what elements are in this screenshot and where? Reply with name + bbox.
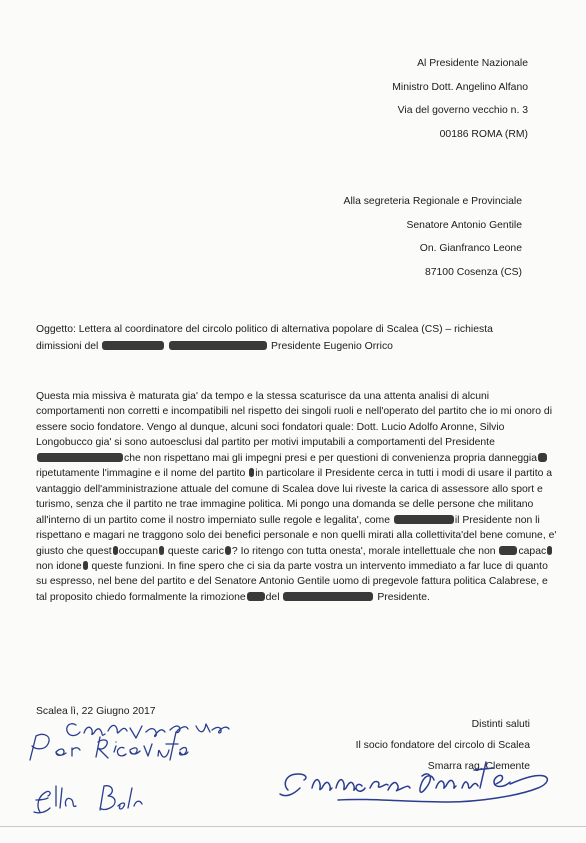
body-text: capac (518, 545, 547, 557)
recipient-line: Al Presidente Nazionale (417, 58, 528, 69)
handwritten-receipt-note (30, 732, 188, 760)
closing-greeting: Distinti saluti (471, 719, 530, 730)
subject-text: Presidente Eugenio Orrico (271, 340, 393, 352)
recipient-line: Ministro Dott. Angelino Alfano (392, 81, 528, 93)
handwritten-signature-right (280, 762, 547, 802)
body-text: che non rispettano mai gli impegni presi e per questioni di convenienza propria danneggia (124, 452, 538, 464)
body-text: il Presidente non li rispettano e magari ne traggono solo dei benefici personale e non quelli mirati alla collettivita'del bene comune, e' giusto che quest (36, 514, 557, 557)
recipient-line: 00186 ROMA (RM) (439, 128, 528, 140)
body-text: occupan (118, 545, 158, 557)
body-text: queste caric (167, 545, 224, 557)
recipient-line: 87100 Cosenza (CS) (424, 266, 522, 278)
page-edge-divider (0, 826, 586, 827)
recipient-line: Alla segreteria Regionale e Provinciale (343, 196, 522, 207)
closing-name: Smarra rag. Clemente (427, 761, 530, 772)
closing-role: Il socio fondatore del circolo di Scalea (355, 740, 530, 751)
place-date: Scalea lì, 22 Giugno 2017 (36, 706, 156, 717)
subject-text: dimissioni del (36, 340, 99, 352)
body-text: non idone (36, 560, 82, 572)
body-text: in particolare il Presidente cerca in tutti i modi di usare il partito a vantaggio dell'amministrazione attuale del comune di Scalea dove lui riveste la carica di assessore allo sport e turismo, senza che il partito ne trae immagine politica. Mi pongo una domanda se delle persone che militano all'interno di un partito come il nostro imperniato sulle regole e legalita', come (36, 468, 553, 526)
body-text: Presidente. (377, 591, 430, 603)
body-text: del (265, 591, 280, 603)
body-text: queste funzioni. In fine spero che ci sia da parte vostra un intervento immediato a far luce di quanto su espresso, nel bene del partito e del Senatore Antonio Gentile uomo di pregevole fattura politica Calabrese, e tal proposito chiedo formalmente la rimozione (36, 560, 548, 603)
body-text: ripetutamente l'immagine e il nome del partito (36, 468, 246, 480)
handwritten-signature-left (34, 786, 142, 813)
body-text: Questa mia missiva è maturata gia' da tempo e la stessa scaturisce da una attenta analisi di alcuni comportamenti non corretti e incompatibili nel rispetto dei singoli ruoli e nell'operato del partito che io mi onoro di essere socio fondatore. Vengo al dunque, alcuni soci fondatori quale: Dott. Lucio Adolfo Aronne, Silvio Longobucco gia' si sono autoesclusi dal partito per motivi imputabili a comportamenti del Presidente (36, 391, 553, 449)
recipient-line: Via del governo vecchio n. 3 (397, 105, 528, 116)
body-text: ? Io ritengo con tutta onesta', morale intellettuale che non (231, 545, 496, 557)
subject-text: Oggetto: Lettera al coordinatore del circolo politico di alternativa popolare di Scalea (CS) – richiesta (36, 324, 493, 335)
handwritten-scribble (67, 724, 229, 738)
recipient-line: Senatore Antonio Gentile (406, 219, 522, 231)
recipient-line: On. Gianfranco Leone (419, 243, 522, 254)
